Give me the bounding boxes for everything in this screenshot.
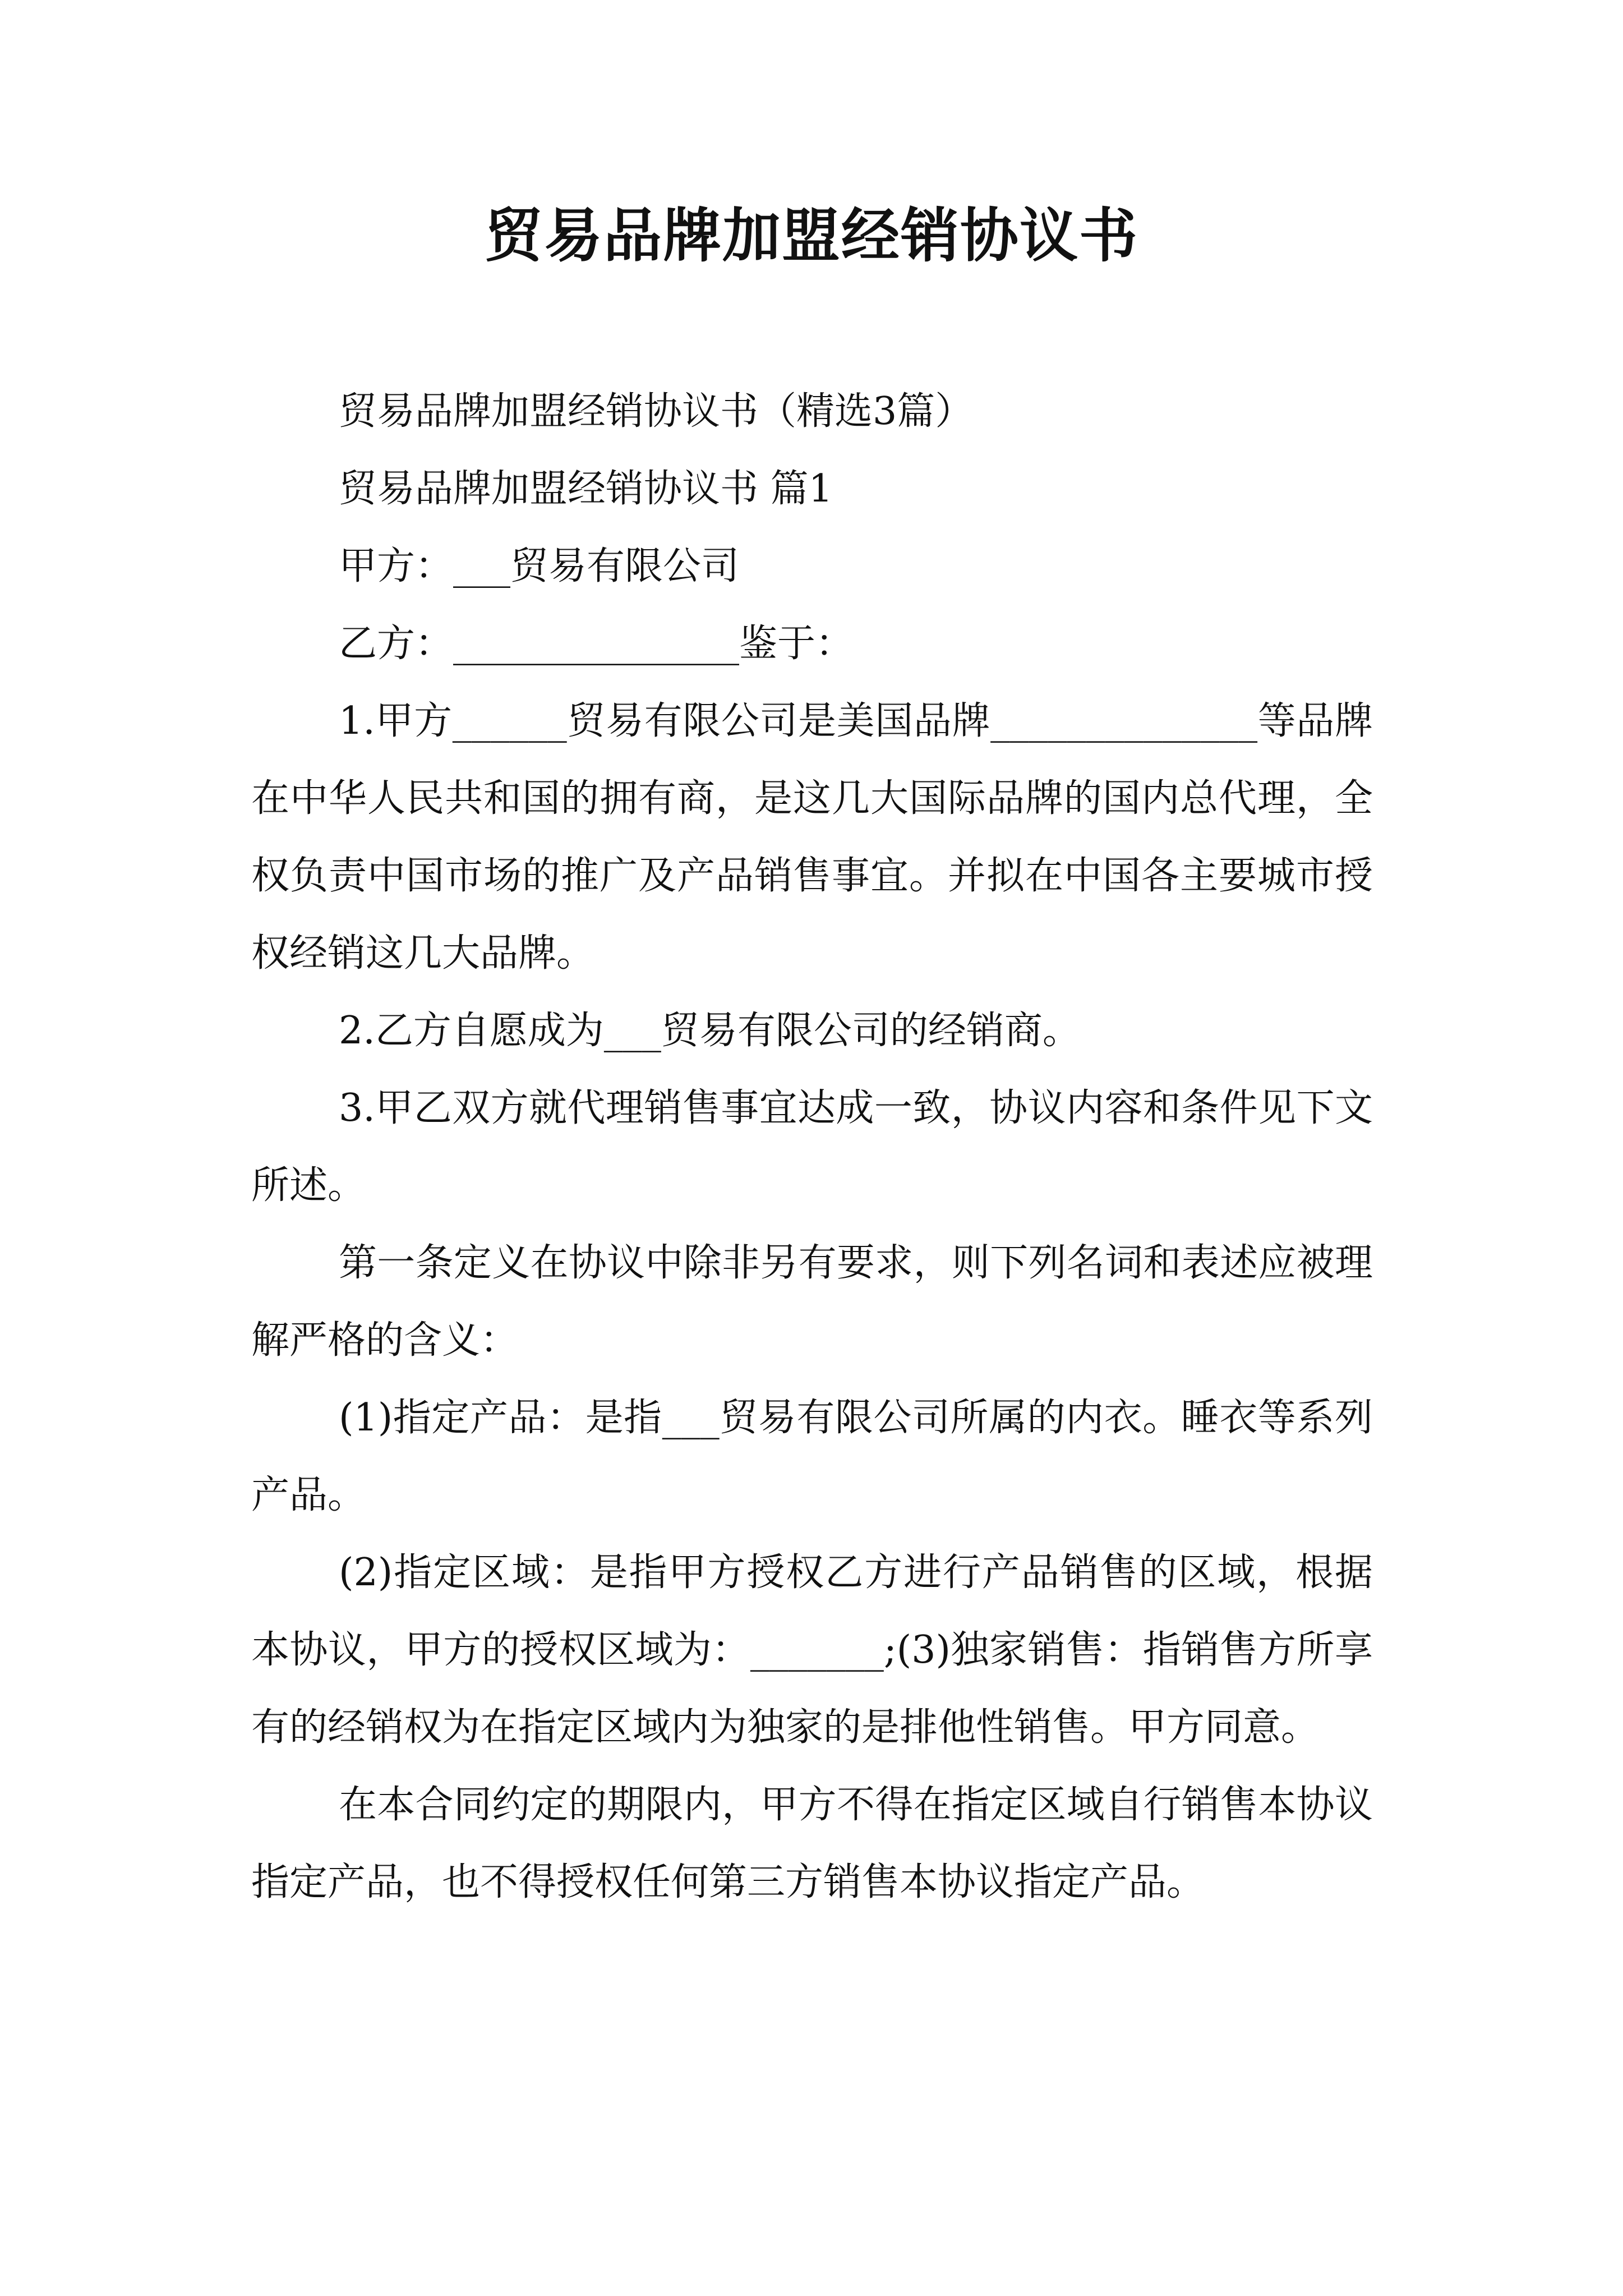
paragraph-article-1-definitions: 第一条定义在协议中除非另有要求，则下列名词和表述应被理解严格的含义： bbox=[251, 1241, 1373, 1363]
paragraph-clause-3: 3.甲乙双方就代理销售事宜达成一致，协议内容和条件见下文所述。 bbox=[251, 1086, 1373, 1208]
paragraph-clause-2: 2.乙方自愿成为___贸易有限公司的经销商。 bbox=[339, 1009, 1081, 1053]
paragraph-definition-region: (2)指定区域：是指甲方授权乙方进行产品销售的区域，根据本协议，甲方的授权区域为：_______;(3)独家销售：指销售方所享有的经销权为在指定区域内为独家的是排他性销售。甲方同意。 bbox=[251, 1550, 1373, 1750]
paragraph-party-b: 乙方：_______________鉴于： bbox=[339, 622, 854, 666]
paragraph-exclusivity: 在本合同约定的期限内，甲方不得在指定区域自行销售本协议指定产品，也不得授权任何第三方销售本协议指定产品。 bbox=[251, 1783, 1373, 1904]
paragraph-collection-heading: 贸易品牌加盟经销协议书（精选3篇） bbox=[339, 389, 974, 434]
document-body bbox=[251, 373, 1373, 1921]
paragraph-clause-1: 1.甲方______贸易有限公司是美国品牌______________等品牌在中华人民共和国的拥有商，是这几大国际品牌的国内总代理，全权负责中国市场的推广及产品销售事宜。并拟在中国各主要城市授权经销这几大品牌。 bbox=[251, 699, 1373, 976]
paragraph-party-a: 甲方：___贸易有限公司 bbox=[339, 544, 740, 588]
paragraph-chapter-heading: 贸易品牌加盟经销协议书 篇1 bbox=[339, 467, 833, 511]
paragraph-definition-product: (1)指定产品：是指___贸易有限公司所属的内衣。睡衣等系列产品。 bbox=[251, 1396, 1373, 1517]
document-title: 贸易品牌加盟经销协议书 bbox=[484, 201, 1138, 270]
